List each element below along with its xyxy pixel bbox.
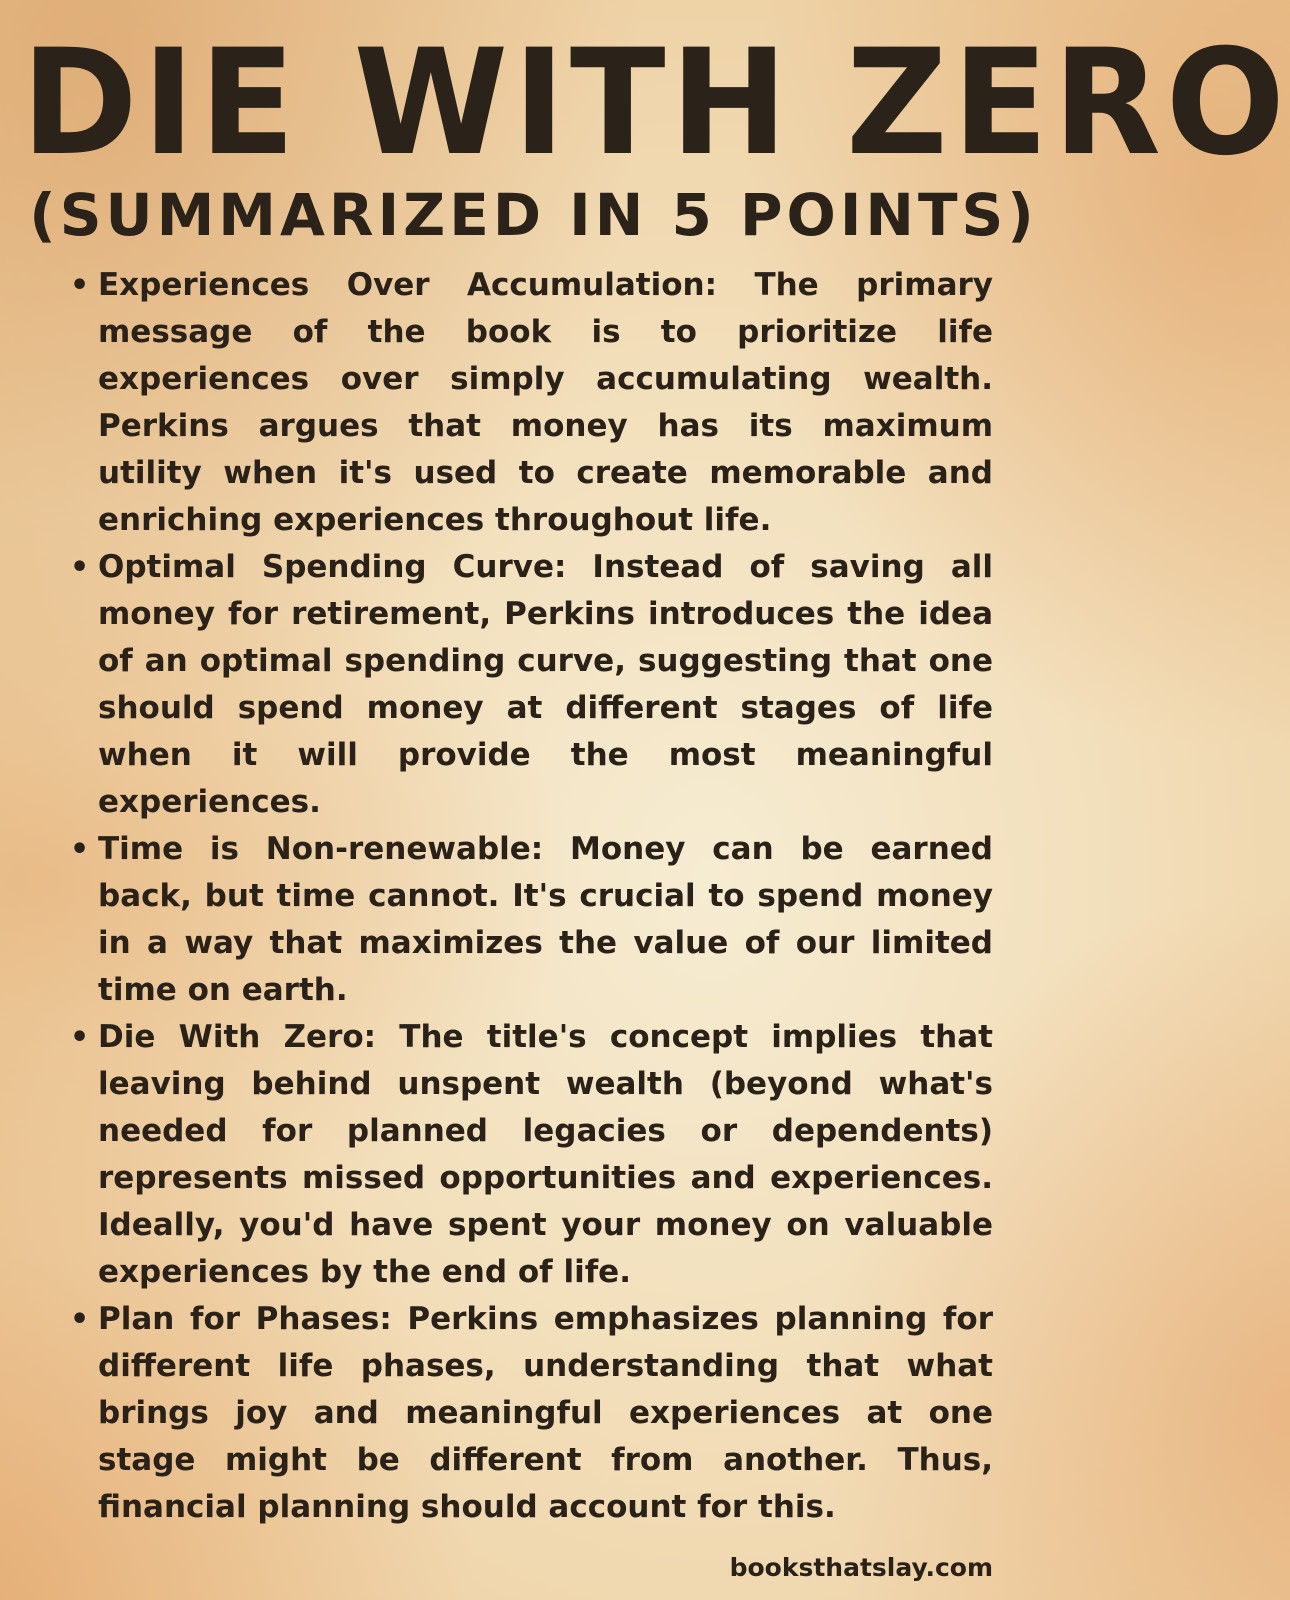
summary-point [68,1296,993,1531]
summary-point-text: Die With Zero: The title's concept implies that leaving behind unspent wealth (beyond what's needed for planned legacies or dependents) represents missed opportunities and experiences. Ideally, you'd have spent your money on valuable experiences by the end of life. [98,1019,993,1290]
bullet-icon: • [70,832,90,867]
summary-point-text: Time is Non-renewable: Money can be earned back, but time cannot. It's crucial to spend money in a way that maximizes the value of our limited time on earth. [98,831,993,1008]
summary-point [68,826,993,1014]
page-subtitle: (SUMMARIZED IN 5 POINTS) [29,181,1038,249]
summary-point [68,1014,993,1296]
bullet-icon: • [70,1302,90,1337]
source-website: booksthatslay.com [729,1553,993,1582]
summary-point-text: Optimal Spending Curve: Instead of saving all money for retirement, Perkins introduces the idea of an optimal spending curve, suggesting that one should spend money at different stages of life when it will provide the most meaningful experiences. [98,549,993,820]
page-title: DIE WITH ZERO [21,18,1290,188]
summary-point [68,262,993,544]
summary-points-list [68,262,993,1531]
bullet-icon: • [70,550,90,585]
bullet-icon: • [70,1020,90,1055]
summary-point-text: Plan for Phases: Perkins emphasizes planning for different life phases, understanding that what brings joy and meaningful experiences at one stage might be different from another. Thus, financial planning should account for this. [98,1301,993,1525]
summary-point [68,544,993,826]
bullet-icon: • [70,268,90,303]
summary-point-text: Experiences Over Accumulation: The primary message of the book is to prioritize life experiences over simply accumulating wealth. Perkins argues that money has its maximum utility when it's used to create memorable and enriching experiences throughout life. [98,267,993,538]
